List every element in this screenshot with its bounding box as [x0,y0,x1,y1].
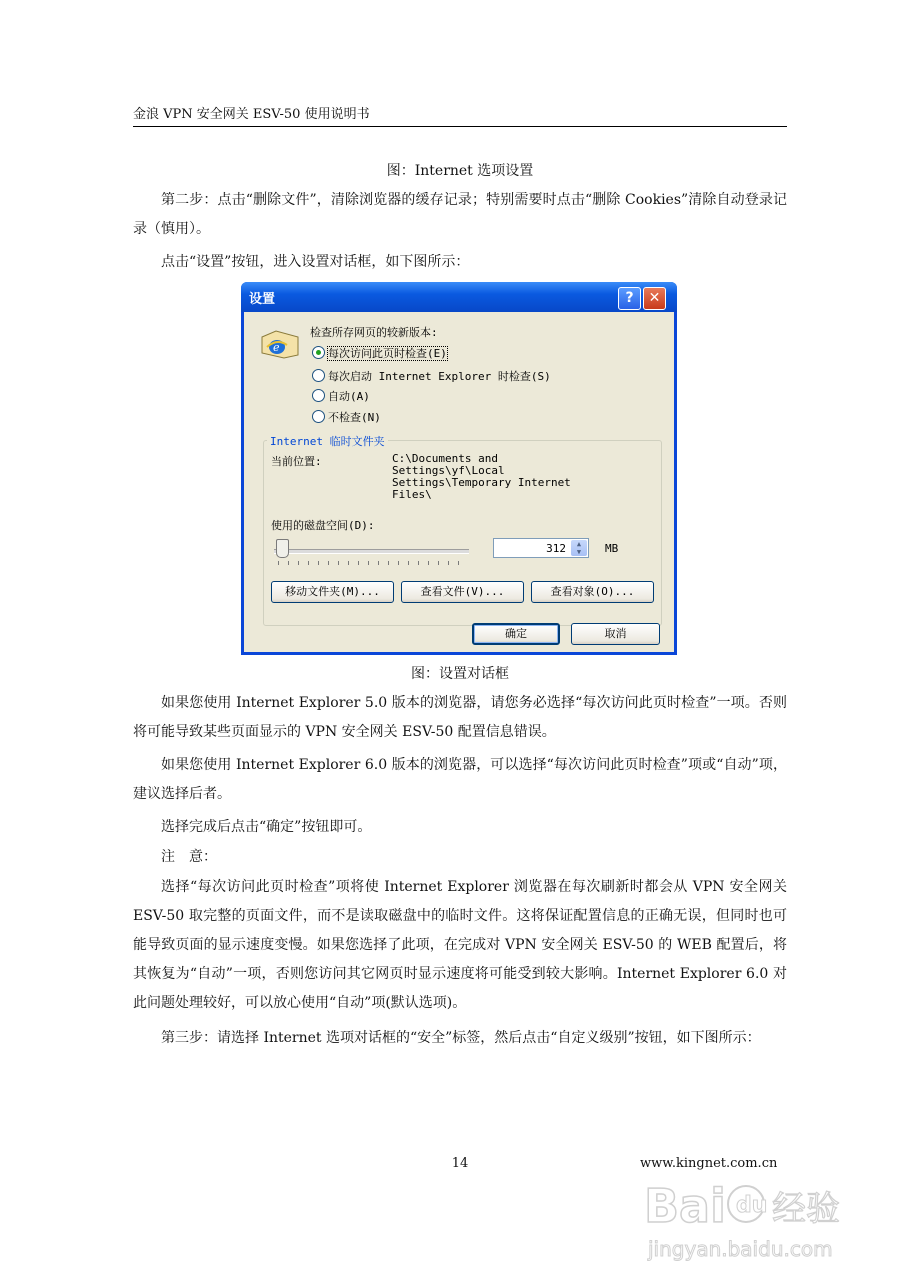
dialog-titlebar [241,282,677,312]
paragraph-confirm: 选择完成后点击“确定”按钮即可。 [161,819,372,835]
footer-url: www.kingnet.com.cn [640,1156,778,1171]
svg-text:du: du [736,1193,768,1218]
radio-every-start-icon[interactable] [312,369,325,382]
option-every-start[interactable]: 每次启动 Internet Explorer 时检查(S) [312,368,551,384]
paragraph-note-label: 注 意： [161,849,217,865]
disk-space-slider-thumb[interactable] [276,539,289,558]
settings-dialog [241,282,677,655]
help-button[interactable]: ? [618,287,641,310]
close-button[interactable]: ✕ [643,287,666,310]
paragraph-step3: 第三步：请选择 Internet 选项对话框的“安全”标签，然后点击“自定义级别”按钮，如下图所示： [161,1030,761,1046]
slider-ticks [278,561,466,565]
paragraph-click-settings: 点击“设置”按钮，进入设置对话框，如下图所示： [161,254,470,270]
disk-space-input[interactable] [493,538,589,558]
ok-button[interactable]: 确定 [472,623,560,645]
disk-space-unit: MB [605,542,619,555]
disk-space-value: 312 [546,542,566,555]
option-automatic[interactable]: 自动(A) [312,388,370,404]
paragraph-ie5: 如果您使用 Internet Explorer 5.0 版本的浏览器，请您务必选择“每次访问此页时检查”一项。否则将可能导致某些页面显示的 VPN 安全网关 ESV-50 配置信息错误。 [133,695,787,740]
radio-never-icon[interactable] [312,410,325,423]
baidu-jingyan-watermark [640,1160,860,1270]
watermark-url: jingyan.baidu.com [648,1237,833,1261]
view-files-button[interactable]: 查看文件(V)... [401,581,524,603]
radio-automatic-icon[interactable] [312,389,325,402]
spin-arrows-icon[interactable]: ▲ ▼ [571,540,587,556]
paragraph-ie6: 如果您使用 Internet Explorer 6.0 版本的浏览器，可以选择“每次访问此页时检查”项或“自动”项，建议选择后者。 [133,757,787,802]
page-header: 金浪 VPN 安全网关 ESV-50 使用说明书 [133,106,787,127]
move-folder-button[interactable]: 移动文件夹(M)... [271,581,394,603]
paragraph-note-body: 选择“每次访问此页时检查”项将使 Internet Explorer 浏览器在每次刷新时都会从 VPN 安全网关 ESV-50 取完整的页面文件，而不是读取磁盘中的临时文件。这将保证配置信息的正确无误，但同时也可能导致页面的显示速度变慢。如果您选择了此项，在完成对 VPN 安全网关 ESV-50 的 WEB 配置后，将其恢复为“自动”一项，否则您访问其它网页时显示速度将可能受到较大影响。Internet Explorer 6.0 对此问题处理较好，可以放心使用“自动”项(默认选项)。 [133,879,787,1011]
ie-folder-icon [260,327,300,359]
location-label: 当前位置: [271,455,322,468]
page-number: 14 [451,1156,469,1171]
dialog-title: 设置 [249,292,276,307]
radio-every-visit-icon[interactable] [312,346,325,359]
svg-text:e: e [273,341,280,354]
caption-settings-dialog: 图：设置对话框 [411,666,509,682]
caption-internet-options: 图：Internet 选项设置 [386,163,534,179]
view-objects-button[interactable]: 查看对象(O)... [531,581,654,603]
paragraph-step2: 第二步：点击“删除文件”，清除浏览器的缓存记录；特别需要时点击“删除 Cookies”清除自动登录记录（慎用）。 [133,192,787,237]
check-label: 检查所存网页的较新版本: [310,326,438,339]
option-never[interactable]: 不检查(N) [312,409,381,425]
watermark-brand2: 经验 [772,1189,840,1229]
temp-files-group-title: Internet 临时文件夹 [267,433,388,449]
disk-space-label: 使用的磁盘空间(D): [271,519,375,532]
option-every-visit[interactable]: 每次访问此页时检查(E) [312,345,447,361]
watermark-brand: Bai [644,1179,726,1233]
cancel-button[interactable]: 取消 [571,623,660,645]
disk-space-slider-track[interactable] [274,549,469,554]
location-path: C:\Documents and Settings\yf\Local Settings\Temporary Internet Files\ [392,452,571,501]
